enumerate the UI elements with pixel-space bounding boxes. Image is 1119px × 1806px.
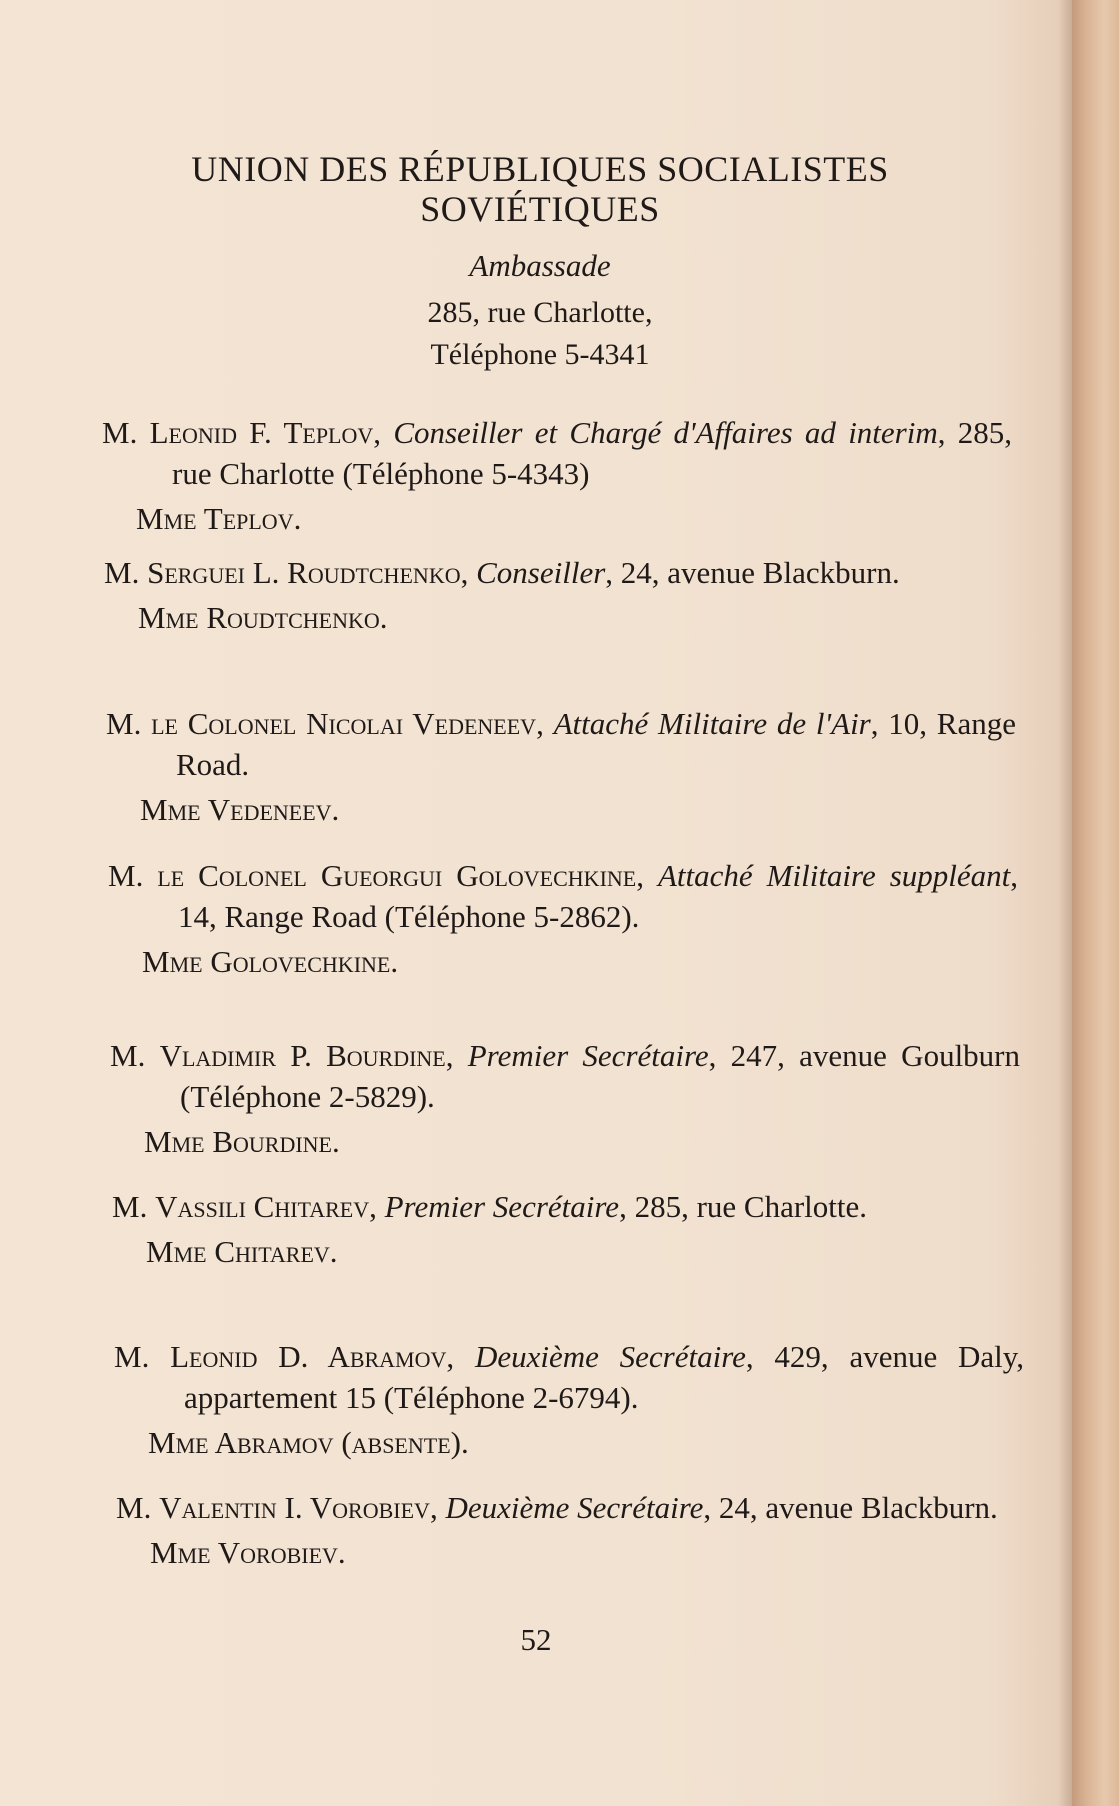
entry-prefix: M. bbox=[112, 1189, 156, 1224]
entry-prefix: M. bbox=[102, 415, 150, 450]
person-name: Serguei L. Roudtchenko bbox=[147, 555, 461, 590]
person-details: 14, Range Road (Téléphone 5-2862). bbox=[178, 899, 640, 934]
page-gutter-shadow bbox=[1058, 0, 1072, 1806]
entry-prefix: M. bbox=[114, 1339, 171, 1374]
entry-roudtchenko: M. Serguei L. Roudtchenko, Conseiller, 24, avenue Blackburn. Mme Roudtchenko. bbox=[104, 552, 1014, 638]
person-name: Vladimir P. Bourdine bbox=[159, 1038, 446, 1073]
person-role: Attaché Militaire de l'Air bbox=[553, 706, 871, 741]
entry-vedeneev: M. le Colonel Nicolai Vedeneev, Attaché Militaire de l'Air, 10, Range Road. Mme Vedeneev. bbox=[106, 703, 1016, 830]
person-role: Conseiller bbox=[476, 555, 606, 590]
entry-prefix: M. bbox=[110, 1038, 160, 1073]
person-name: Vassili Chitarev bbox=[155, 1189, 370, 1224]
embassy-phone: Téléphone 5-4341 bbox=[430, 338, 650, 371]
country-title: UNION DES RÉPUBLIQUES SOCIALISTES bbox=[191, 149, 889, 189]
person-details: 24, avenue Blackburn. bbox=[620, 555, 900, 590]
person-details: 285, rue Charlotte (Téléphone 5-4343) bbox=[172, 415, 1013, 491]
person-role: Premier Secrétaire bbox=[384, 1189, 620, 1224]
entry-chitarev: M. Vassili Chitarev, Premier Secrétaire, 285, rue Charlotte. Mme Chitarev. bbox=[112, 1186, 1022, 1272]
entry-prefix: M. bbox=[106, 706, 152, 741]
person-details: 285, rue Charlotte. bbox=[634, 1189, 868, 1224]
entry-prefix: M. bbox=[108, 858, 158, 893]
person-name: Leonid F. Teplov bbox=[149, 415, 374, 450]
spouse-name: Mme Roudtchenko. bbox=[138, 600, 388, 635]
person-role: Premier Secrétaire bbox=[467, 1038, 709, 1073]
person-details: 10, Range Road. bbox=[176, 706, 1016, 782]
entry-teplov: M. Leonid F. Teplov, Conseiller et Chargé d'Affaires ad interim, 285, rue Charlotte (Téléphone 5-4343) Mme Teplov. bbox=[102, 412, 1012, 539]
entry-golovechkine: M. le Colonel Gueorgui Golovechkine, Attaché Militaire suppléant, 14, Range Road (Téléphone 5-2862). Mme Golovechkine. bbox=[108, 855, 1018, 982]
spouse-name: Mme Abramov (absente). bbox=[148, 1425, 469, 1460]
person-role: Deuxième Secrétaire bbox=[445, 1490, 704, 1525]
spouse-name: Mme Vedeneev. bbox=[140, 792, 340, 827]
spouse-name: Mme Golovechkine. bbox=[142, 944, 399, 979]
person-details: 247, avenue Goulburn (Téléphone 2-5829). bbox=[180, 1038, 1020, 1114]
country-title-line2: SOVIÉTIQUES bbox=[420, 189, 660, 229]
person-details: 429, avenue Daly, appartement 15 (Téléphone 2-6794). bbox=[184, 1339, 1025, 1415]
entry-bourdine: M. Vladimir P. Bourdine, Premier Secrétaire, 247, avenue Goulburn (Téléphone 2-5829). Mme Bourdine. bbox=[110, 1035, 1020, 1162]
person-role: Deuxième Secrétaire bbox=[474, 1339, 746, 1374]
entry-prefix: M. bbox=[116, 1490, 160, 1525]
page-number: 52 bbox=[520, 1622, 552, 1657]
spouse-name: Mme Teplov. bbox=[136, 501, 302, 536]
entry-abramov: M. Leonid D. Abramov, Deuxième Secrétaire, 429, avenue Daly, appartement 15 (Téléphone 2-6794). Mme Abramov (absente). bbox=[114, 1336, 1024, 1463]
page-edge bbox=[1072, 0, 1119, 1806]
spouse-name: Mme Bourdine. bbox=[144, 1124, 340, 1159]
person-details: 24, avenue Blackburn. bbox=[718, 1490, 998, 1525]
entry-vorobiev: M. Valentin I. Vorobiev, Deuxième Secrétaire, 24, avenue Blackburn. Mme Vorobiev. bbox=[116, 1487, 1026, 1573]
person-name: Valentin I. Vorobiev bbox=[159, 1490, 430, 1525]
spouse-name: Mme Chitarev. bbox=[146, 1234, 338, 1269]
entry-prefix: M. bbox=[104, 555, 148, 590]
section-subtitle: Ambassade bbox=[469, 248, 611, 283]
person-name: Leonid D. Abramov bbox=[170, 1339, 447, 1374]
person-role: Attaché Militaire suppléant bbox=[657, 858, 1011, 893]
person-name: le Colonel Nicolai Vedeneev bbox=[151, 706, 537, 741]
embassy-address: 285, rue Charlotte, bbox=[427, 296, 653, 329]
person-role: Conseiller et Chargé d'Affaires ad interim bbox=[393, 415, 938, 450]
spouse-name: Mme Vorobiev. bbox=[150, 1535, 346, 1570]
person-name: le Colonel Gueorgui Golovechkine bbox=[157, 858, 637, 893]
